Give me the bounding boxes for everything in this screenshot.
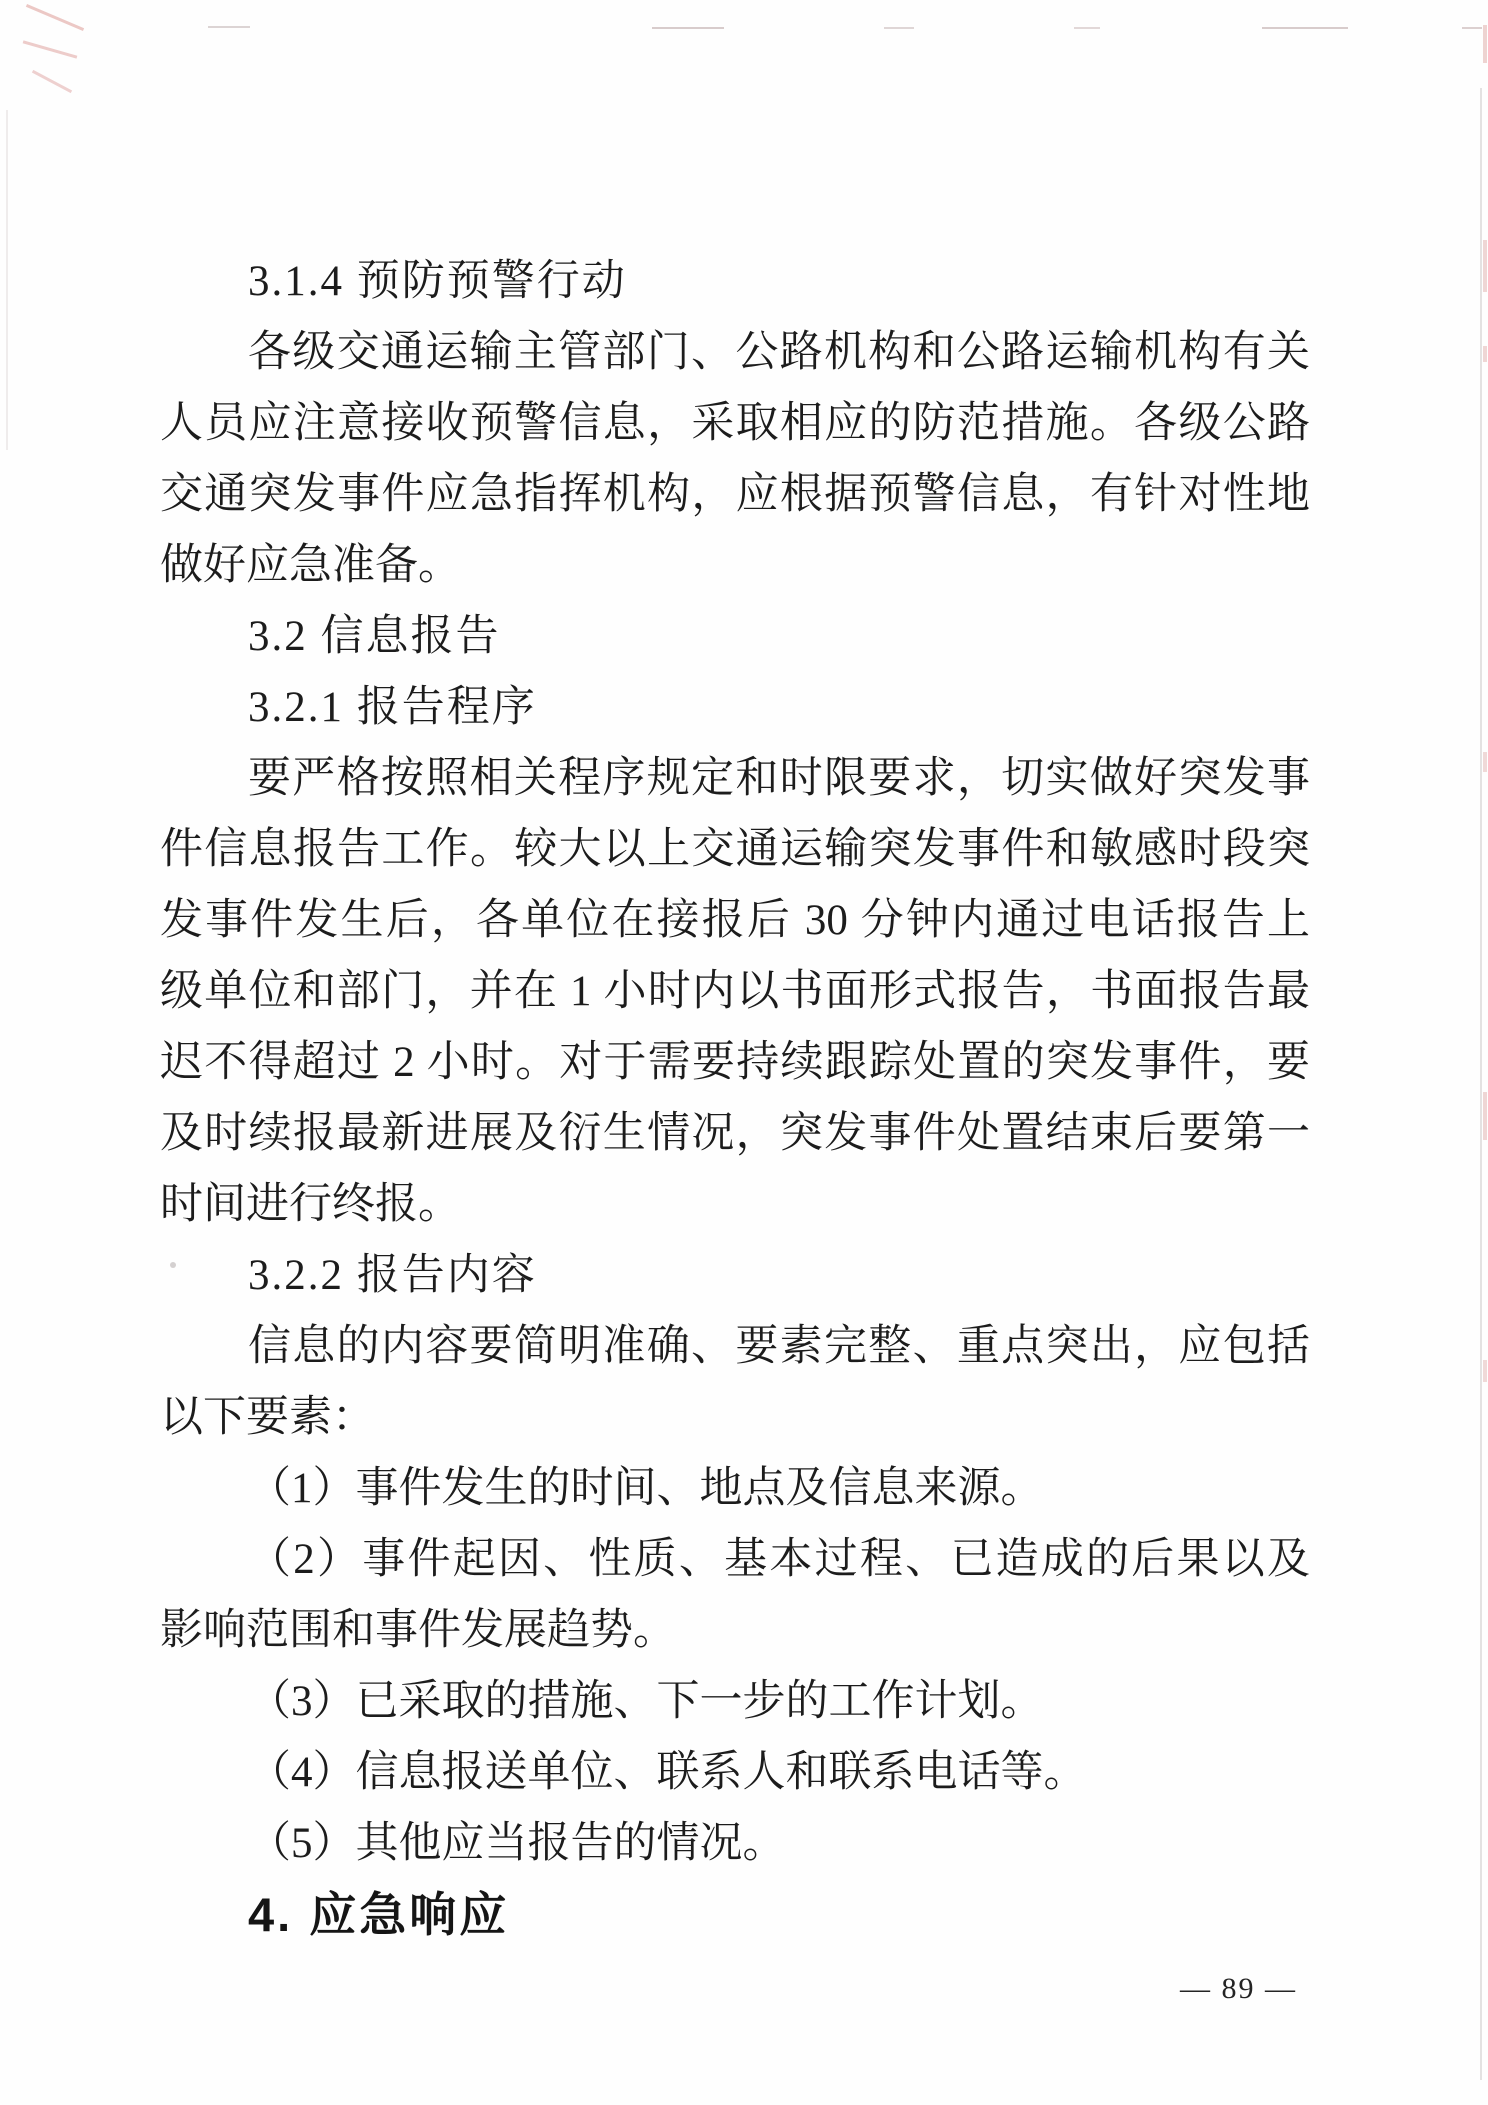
chapter-heading-4: 4. 应急响应	[248, 1888, 510, 1941]
paragraph-line: 各级交通运输主管部门、公路机构和公路运输机构有关	[248, 329, 1310, 376]
paragraph-line: 及时续报最新进展及衍生情况，突发事件处置结束后要第一	[160, 1110, 1310, 1157]
paragraph-line: 交通突发事件应急指挥机构，应根据预警信息，有针对性地	[160, 471, 1310, 518]
red-edge-scan-artifact	[1483, 240, 1487, 292]
paragraph-line: 级单位和部门，并在 1 小时内以书面形式报告，书面报告最	[160, 968, 1310, 1015]
red-edge-scan-artifact	[1483, 1092, 1487, 1140]
scan-smudge	[652, 27, 724, 29]
scan-smudge	[1262, 27, 1348, 29]
list-item-line: （1）事件发生的时间、地点及信息来源。	[248, 1465, 1044, 1512]
red-edge-scan-artifact	[1483, 346, 1487, 362]
list-item-line: （5）其他应当报告的情况。	[248, 1820, 786, 1867]
scan-smudge	[1074, 27, 1100, 29]
scan-smudge	[1462, 27, 1482, 29]
red-pen-scan-artifact	[23, 40, 78, 58]
red-pen-scan-artifact	[32, 70, 72, 93]
red-edge-scan-artifact	[1483, 752, 1487, 772]
list-item-line: （3）已采取的措施、下一步的工作计划。	[248, 1678, 1044, 1725]
paragraph-line: 迟不得超过 2 小时。对于需要持续跟踪处置的突发事件，要	[160, 1039, 1310, 1086]
paragraph-line: 做好应急准备。	[160, 542, 461, 589]
paragraph-line: 以下要素：	[160, 1394, 375, 1441]
scan-smudge	[208, 26, 250, 28]
list-item-line: （2）事件起因、性质、基本过程、已造成的后果以及	[248, 1536, 1310, 1583]
page-edge-line	[6, 110, 8, 450]
page-edge-line	[1480, 88, 1482, 2080]
section-heading-3-2-1: 3.2.1 报告程序	[248, 684, 537, 731]
paragraph-line: 人员应注意接收预警信息，采取相应的防范措施。各级公路	[160, 400, 1310, 447]
paragraph-line: 件信息报告工作。较大以上交通运输突发事件和敏感时段突	[160, 826, 1310, 873]
document-body	[160, 246, 1310, 1950]
paragraph-line: 发事件发生后，各单位在接报后 30 分钟内通过电话报告上	[160, 897, 1310, 944]
red-pen-scan-artifact	[26, 4, 84, 31]
list-item-line: （4）信息报送单位、联系人和联系电话等。	[248, 1749, 1087, 1796]
red-edge-scan-artifact	[1483, 1360, 1487, 1382]
paragraph-line: 信息的内容要简明准确、要素完整、重点突出，应包括	[248, 1323, 1310, 1370]
section-heading-3-2-2: 3.2.2 报告内容	[248, 1252, 537, 1299]
section-heading-3-1-4: 3.1.4 预防预警行动	[248, 258, 627, 305]
red-edge-scan-artifact	[1483, 25, 1487, 63]
scan-smudge	[884, 27, 914, 29]
paragraph-line: 时间进行终报。	[160, 1181, 461, 1228]
paragraph-line: 要严格按照相关程序规定和时限要求，切实做好突发事	[248, 755, 1310, 802]
section-heading-3-2: 3.2 信息报告	[248, 613, 501, 660]
page-number: — 89 —	[1180, 1972, 1297, 2005]
list-item-line: 影响范围和事件发展趋势。	[160, 1607, 676, 1654]
